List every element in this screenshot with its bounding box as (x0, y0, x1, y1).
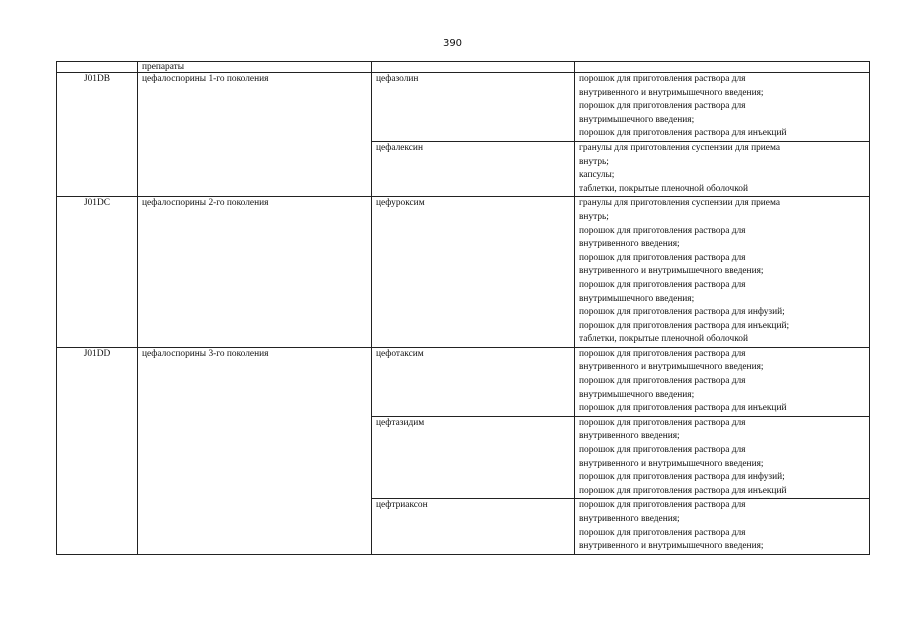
dosage-form-line: порошок для приготовления раствора для (579, 348, 746, 359)
dosage-form-line: порошок для приготовления раствора для инъекций (579, 485, 787, 496)
dosage-form-line: порошок для приготовления раствора для инъекций (579, 128, 787, 139)
drug-name-cell: цефотаксим (372, 347, 575, 416)
drug-row (57, 347, 870, 416)
drug-group-cell: цефалоспорины 2-го поколения (138, 197, 372, 348)
dosage-form-line: внутрь; (579, 211, 609, 222)
dosage-form-line: внутривенного и внутримышечного введения; (579, 458, 764, 469)
dosage-form-line: внутривенного и внутримышечного введения; (579, 266, 764, 277)
dosage-forms-cell (575, 416, 870, 499)
dosage-form-line: внутривенного введения; (579, 514, 680, 524)
dosage-form-line: таблетки, покрытые пленочной оболочкой (579, 334, 748, 345)
dosage-form-line: внутрь; (579, 156, 609, 167)
dosage-forms-cell (575, 197, 870, 348)
dosage-form-line: порошок для приготовления раствора для (579, 225, 746, 236)
dosage-form-line: внутривенного введения; (579, 239, 680, 250)
dosage-form-line: гранулы для приготовления суспензии для приема (579, 198, 780, 209)
dosage-form-line: порошок для приготовления раствора для инфузий; (579, 307, 785, 318)
drug-group-cell: цефалоспорины 1-го поколения (138, 73, 372, 197)
dosage-form-line: порошок для приготовления раствора для инъекций (579, 403, 787, 414)
dosage-form-line: порошок для приготовления раствора для инъекций; (579, 320, 790, 331)
dosage-form-line: внутривенного и внутримышечного введения; (579, 87, 764, 98)
dosage-forms-cell (575, 73, 870, 142)
drug-table (56, 61, 870, 555)
atc-code-cell: J01DB (57, 73, 138, 197)
dosage-form-line: внутривенного и внутримышечного введения; (579, 541, 764, 552)
continuation-cell-group: препараты (138, 62, 372, 73)
atc-code-cell: J01DD (57, 347, 138, 554)
drug-name-cell: цефуроксим (372, 197, 575, 348)
continuation-cell-forms (575, 62, 870, 73)
dosage-form-line: порошок для приготовления раствора для (579, 500, 746, 511)
drug-table-body (57, 62, 870, 555)
dosage-form-line: таблетки, покрытые пленочной оболочкой (579, 183, 748, 194)
drug-name-cell: цефазолин (372, 73, 575, 142)
continuation-cell-code (57, 62, 138, 73)
page-number: 390 (442, 38, 463, 49)
drug-name-cell: цефтазидим (372, 416, 575, 499)
dosage-form-line: внутримышечного введения; (579, 114, 695, 125)
drug-row (57, 197, 870, 348)
dosage-forms-cell (575, 347, 870, 416)
dosage-form-line: внутривенного введения; (579, 431, 680, 442)
drug-name-cell: цефалексин (372, 141, 575, 196)
dosage-form-line: порошок для приготовления раствора для (579, 445, 746, 456)
dosage-form-line: порошок для приготовления раствора для (579, 279, 746, 290)
dosage-form-line: внутривенного и внутримышечного введения; (579, 362, 764, 373)
dosage-form-line: порошок для приготовления раствора для (579, 527, 746, 538)
drug-group-cell: цефалоспорины 3-го поколения (138, 347, 372, 554)
dosage-forms-cell (575, 499, 870, 554)
continuation-row (57, 62, 870, 73)
dosage-form-line: порошок для приготовления раствора для (579, 252, 746, 263)
dosage-form-line: капсулы; (579, 170, 615, 181)
drug-name-cell: цефтриаксон (372, 499, 575, 554)
dosage-form-line: внутримышечного введения; (579, 293, 695, 304)
dosage-form-line: гранулы для приготовления суспензии для приема (579, 142, 780, 153)
dosage-form-line: внутримышечного введения; (579, 389, 695, 400)
continuation-cell-drug (372, 62, 575, 73)
dosage-forms-cell (575, 141, 870, 196)
dosage-form-line: порошок для приготовления раствора для (579, 74, 746, 84)
drug-row (57, 73, 870, 142)
dosage-form-line: порошок для приготовления раствора для инфузий; (579, 472, 785, 483)
atc-code-cell: J01DC (57, 197, 138, 348)
dosage-form-line: порошок для приготовления раствора для (579, 417, 746, 428)
dosage-form-line: порошок для приготовления раствора для (579, 376, 746, 387)
dosage-form-line: порошок для приготовления раствора для (579, 101, 746, 112)
